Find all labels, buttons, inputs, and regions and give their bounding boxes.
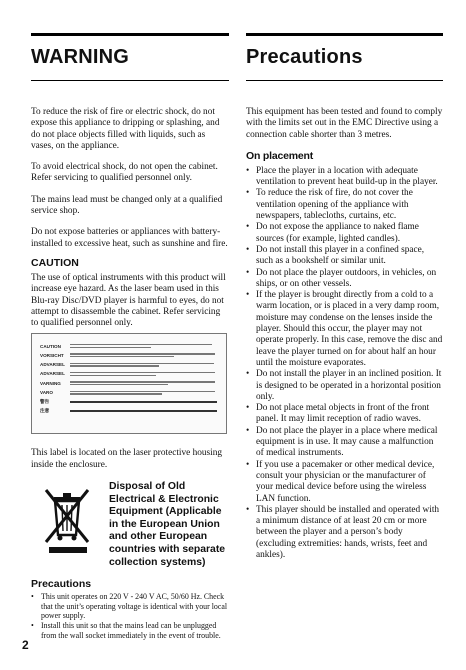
laser-label-row <box>40 379 218 388</box>
warning-paragraph: The mains lead must be changed only at a qualified service shop. <box>31 194 223 217</box>
list-item: • Do not expose the appliance to naked flame sources (for example, lighted candles). <box>246 222 419 244</box>
page-number: 2 <box>22 638 29 652</box>
laser-location-text: This label is located on the laser protective housing inside the enclosure. <box>31 448 223 470</box>
warning-paragraph: To reduce the risk of fire or electric shock, do not expose this appliance to dripping or splashing, and do not place objects filled with liquids, such as vases, on the appliance. <box>31 107 220 151</box>
laser-label-lang: 注意 <box>40 408 50 414</box>
list-item: • Install this unit so that the mains lead can be unplugged from the wall socket immediately in the event of trouble. <box>31 620 221 640</box>
list-item: • Do not install the player in an inclined position. It is designed to be operated in a horizontal position only. <box>246 369 442 402</box>
laser-label-lang: VARO <box>40 390 53 396</box>
laser-label-row <box>40 360 218 369</box>
list-item: • This player should be installed and operated with a minimum distance of at least 20 cm or more between the player and a person’s body (excluding extremities: hands, wrists, feet and ankles). <box>246 504 440 560</box>
caution-text: The use of optical instruments with this product will increase eye hazard. As the laser beam used in this Blu-ray Disc/DVD player is harmful to eyes, do not attempt to disassemble the cabinet. Refer servicing to qualified personnel only. <box>31 272 226 329</box>
laser-label-lang: VORSICHT <box>40 352 64 358</box>
laser-label-lang: 警告 <box>40 398 50 404</box>
disposal-section <box>31 481 229 569</box>
laser-label-row <box>40 407 218 416</box>
laser-label-row <box>40 388 218 397</box>
warning-paragraph: To avoid electrical shock, do not open the cabinet. Refer servicing to qualified personnel only. <box>31 162 218 184</box>
precautions-list <box>31 592 229 640</box>
list-item: • Place the player in a location with adequate ventilation to prevent heat build-up in the player. <box>246 165 438 188</box>
laser-label-lang: VARNING <box>40 380 61 386</box>
laser-label-row <box>40 341 218 350</box>
crossed-out-bin-icon <box>43 485 93 555</box>
placement-list <box>246 166 443 561</box>
emc-text: This equipment has been tested and found to comply with the limits set out in the EMC Directive using a connection cable shorter than 3 metres. <box>246 107 443 140</box>
laser-label-row <box>40 397 218 406</box>
on-placement-subheading: On placement <box>246 149 314 162</box>
warning-column <box>31 33 229 640</box>
laser-label-lang: ADVARSEL <box>40 371 65 377</box>
precautions-subheading: Precautions <box>31 578 92 591</box>
laser-warning-label <box>31 333 227 434</box>
laser-label-lang: CAUTION <box>40 343 61 349</box>
list-item: • This unit operates on 220 V - 240 V AC, 50/60 Hz. Check that the unit’s operating voltage is identical with your local power supply. <box>31 592 228 621</box>
list-item: • Do not place the player outdoors, in vehicles, on ships, or on other vessels. <box>246 267 437 289</box>
precautions-column <box>246 33 443 561</box>
top-rule <box>246 33 443 36</box>
top-rule <box>31 33 229 36</box>
list-item: • If you use a pacemaker or other medical device, consult your physician or the manufacturer of your medical device before using the wireless LAN function. <box>246 459 435 504</box>
warning-paragraph: Do not expose batteries or appliances with battery-installed to excessive heat, such as sunshine and fire. <box>31 227 228 249</box>
caution-title: CAUTION <box>31 256 79 269</box>
laser-label-row <box>40 351 218 360</box>
list-item: • Do not place the player in a place where medical equipment is in use. It may cause a malfunction of medical instruments. <box>246 425 438 459</box>
list-item: • To reduce the risk of fire, do not cover the ventilation opening of the appliance with newspapers, tablecloths, curtains, etc. <box>246 188 413 222</box>
list-item: • Do not place metal objects in front of the front panel. It may limit reception of radio waves. <box>246 403 430 425</box>
laser-label-row <box>40 369 218 378</box>
precautions-heading: Precautions <box>246 46 363 68</box>
laser-label-lang: ADVARSEL <box>40 362 65 368</box>
warning-heading: WARNING <box>31 46 130 68</box>
list-item: • Do not install this player in a confined space, such as a bookshelf or similar unit. <box>246 244 425 267</box>
list-item: • If the player is brought directly from a cold to a warm location, or is placed in a very damp room, moisture may condense on the lenses inside the player. Should this occur, the player may not operate properly. In this case, remove the disc and leave the player turned on for about half an hour until the moisture evaporates. <box>246 290 443 368</box>
disposal-title: Disposal of Old Electrical & Electronic Equipment (Applicable in the European Union and other European countries with separate collection systems) <box>109 481 226 568</box>
